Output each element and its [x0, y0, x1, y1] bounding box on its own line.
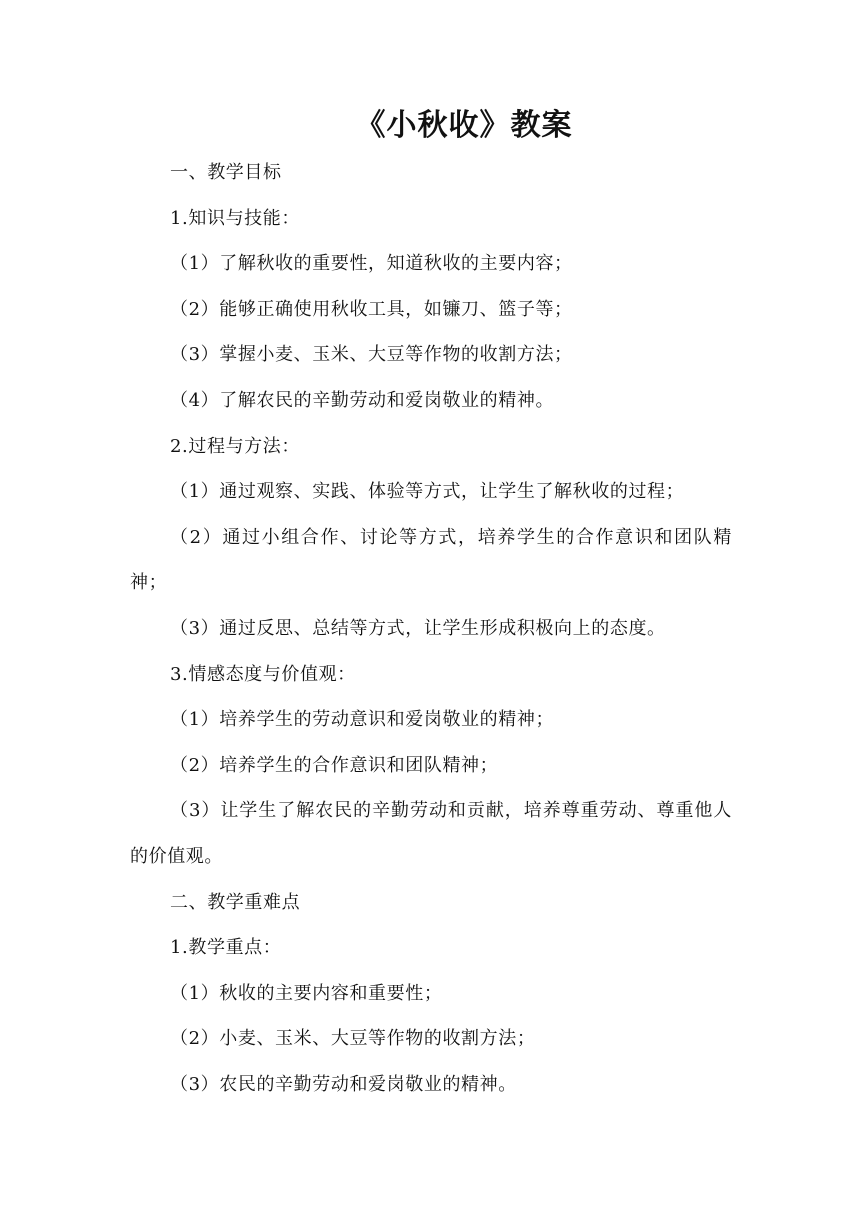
- list-item: （3）农民的辛勤劳动和爱岗敬业的精神。: [170, 1073, 517, 1095]
- list-item: （2）通过小组合作、讨论等方式，培养学生的合作意识和团队精神；: [130, 526, 732, 594]
- subsection-heading-process: 2.过程与方法：: [170, 435, 300, 457]
- document-body: [130, 150, 732, 1107]
- list-item: （1）通过观察、实践、体验等方式，让学生了解秋收的过程；: [170, 481, 685, 503]
- list-item: （1）秋收的主要内容和重要性；: [170, 982, 443, 1004]
- list-item: （1）培养学生的劳动意识和爱岗敬业的精神；: [170, 709, 555, 731]
- list-item: （3）通过反思、总结等方式，让学生形成积极向上的态度。: [170, 617, 666, 639]
- section-heading-objectives: 一、教学目标: [170, 162, 282, 183]
- subsection-heading-knowledge: 1.知识与技能：: [170, 207, 300, 229]
- list-item: （2）培养学生的合作意识和团队精神；: [170, 754, 499, 776]
- list-item: （2）小麦、玉米、大豆等作物的收割方法；: [170, 1028, 536, 1050]
- list-item: （3）让学生了解农民的辛勤劳动和贡献，培养尊重劳动、尊重他人的价值观。: [130, 800, 732, 867]
- subsection-heading-focus: 1.教学重点：: [170, 937, 282, 959]
- subsection-heading-values: 3.情感态度与价值观：: [170, 663, 356, 685]
- list-item: （1）了解秋收的重要性，知道秋收的主要内容；: [170, 253, 573, 275]
- list-item: （3）掌握小麦、玉米、大豆等作物的收割方法；: [170, 344, 573, 366]
- section-heading-key-points: 二、教学重难点: [170, 891, 301, 913]
- list-item: （4）了解农民的辛勤劳动和爱岗敬业的精神。: [170, 389, 555, 411]
- list-item: （2）能够正确使用秋收工具，如镰刀、篮子等；: [170, 298, 573, 320]
- document-title: 《小秋收》教案: [355, 108, 573, 143]
